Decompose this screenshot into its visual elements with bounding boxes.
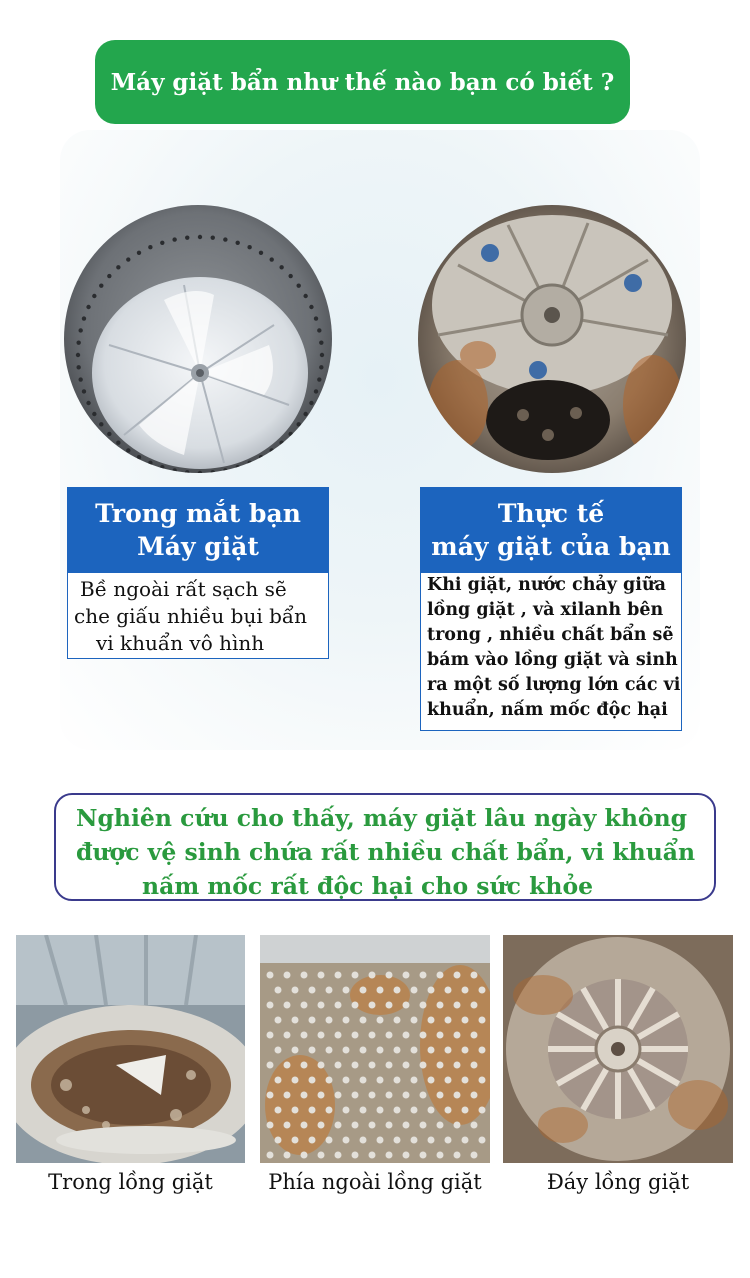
photo-caption: Đáy lồng giặt [546,1170,690,1194]
reality-description [420,573,682,731]
reality-description-line: lồng giặt , và xilanh bên [427,600,664,620]
perception-description-line: Bề ngoài rất sạch sẽ [80,577,287,601]
reality-description-line: Khi giặt, nước chảy giữa [427,575,666,595]
reality-description-line: trong , nhiều chất bẩn sẽ [427,625,674,645]
reality-heading-line: máy giặt của bạn [431,532,671,561]
page-title [95,40,630,124]
reality-heading-box [420,487,682,573]
perception-description-line: che giấu nhiều bụi bẩn [74,604,308,628]
perception-description-line: vi khuẩn vô hình [96,631,265,655]
perception-heading-box [67,487,329,573]
reality-description-line: bám vào lồng giặt và sinh [427,650,678,670]
research-line: Nghiên cứu cho thấy, máy giặt lâu ngày không [76,804,688,832]
reality-description-line: ra một số lượng lớn các vi [427,675,681,695]
photo-caption: Trong lồng giặt [48,1170,213,1194]
photo-caption: Phía ngoài lồng giặt [268,1170,482,1194]
clean-drum-image [64,205,332,473]
dirty-drum-exterior-photo [260,935,490,1163]
reality-description-line: khuẩn, nấm mốc độc hại [427,700,668,720]
dirty-tub-interior-photo [16,935,245,1163]
reality-heading-line: Thực tế [497,499,605,528]
page-title-text: Máy giặt bẩn như thế nào bạn có biết ? [110,68,615,96]
perception-heading-line: Trong mắt bạn [95,499,301,528]
research-line: được vệ sinh chứa rất nhiều chất bẩn, vi khuẩn [76,838,696,866]
dirty-drum-bottom-photo [503,935,733,1163]
research-line: nấm mốc rất độc hại cho sức khỏe [142,872,594,900]
perception-description [67,573,329,659]
research-callout [54,793,716,901]
perception-heading-line: Máy giặt [137,532,259,561]
dirty-drum-image [418,205,686,473]
